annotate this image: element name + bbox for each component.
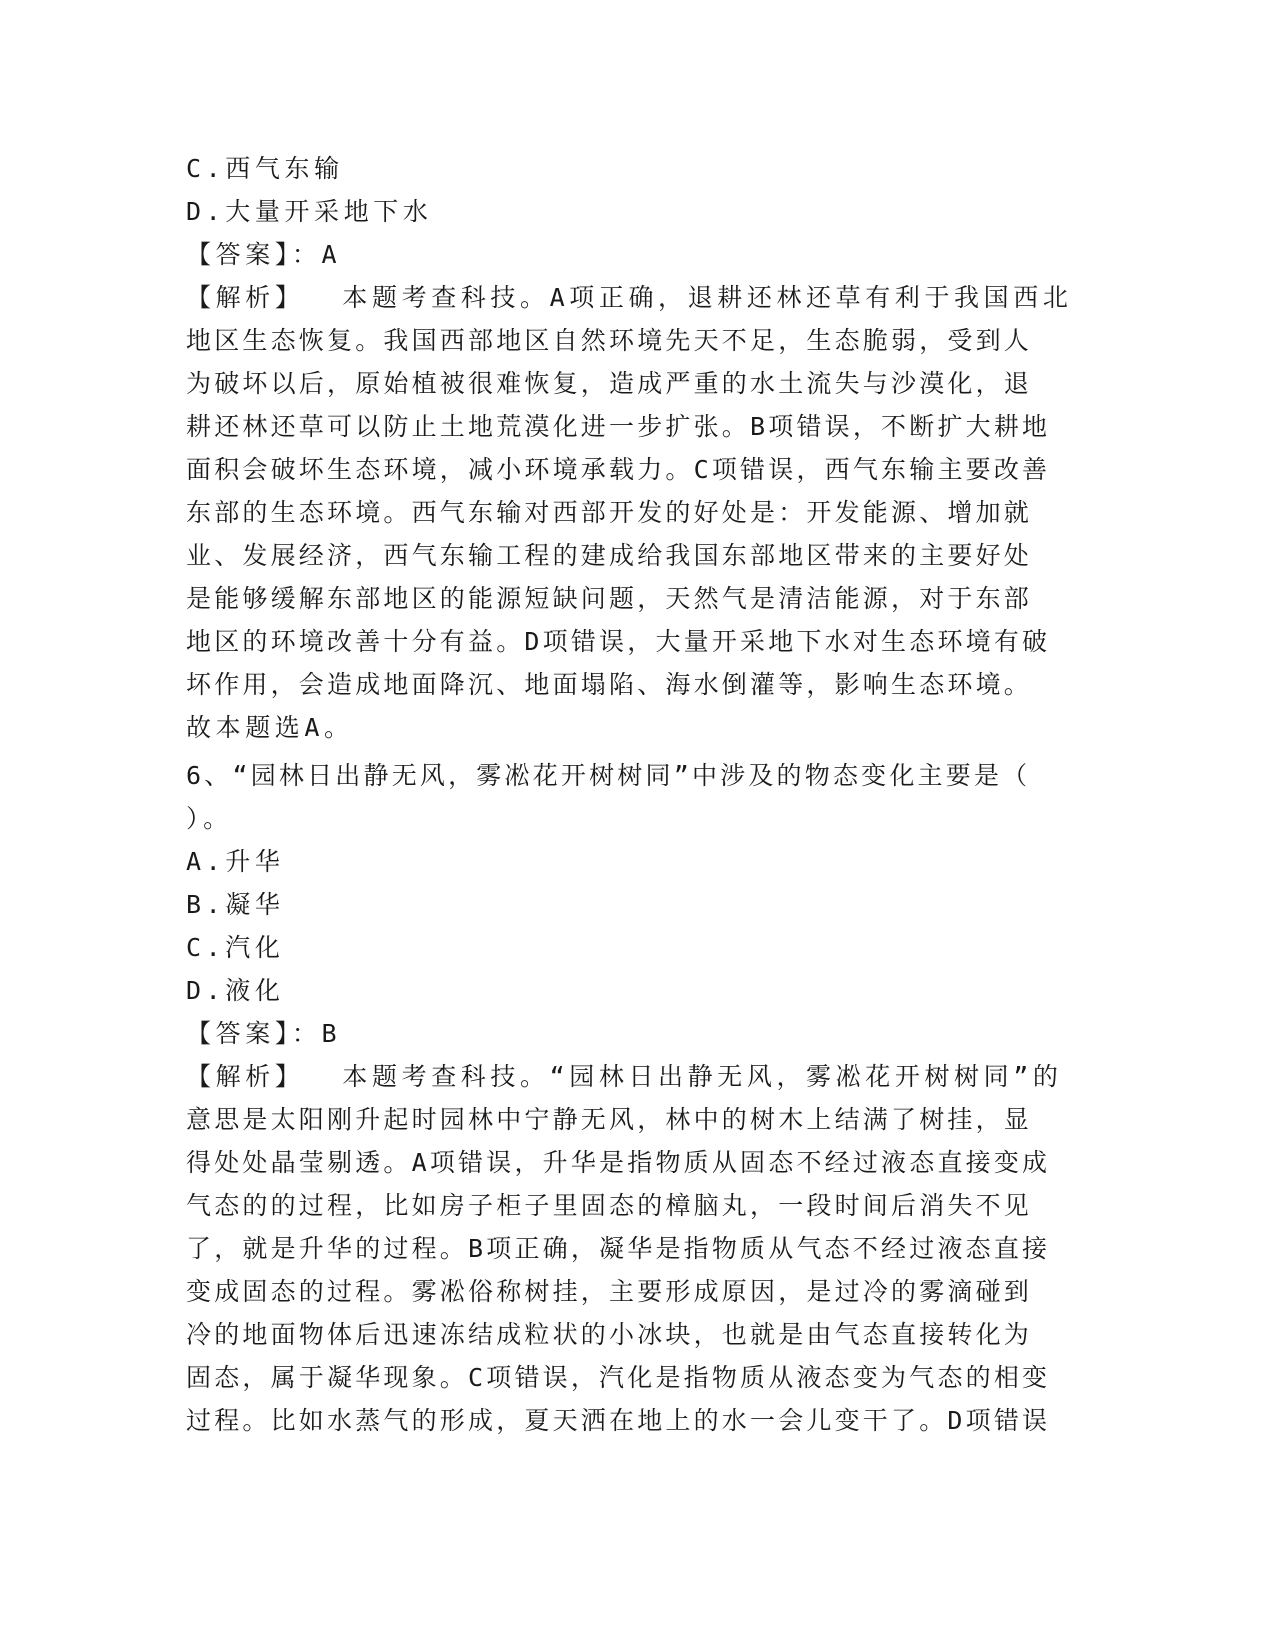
analysis-line: 变成固态的过程。雾凇俗称树挂，主要形成原因，是过冷的雾滴碰到 xyxy=(186,1277,1033,1306)
option-d: D.大量开采地下水 xyxy=(186,197,433,226)
question-text: 6、“园林日出静无风，雾凇花开树树同”中涉及的物态变化主要是（ xyxy=(186,761,1031,790)
analysis-line: 是能够缓解东部地区的能源短缺问题，天然气是清洁能源，对于东部 xyxy=(186,584,1033,613)
option-d: D.液化 xyxy=(186,976,285,1005)
analysis-line xyxy=(186,276,1086,319)
analysis-text: 本题考查科技。“园林日出静无风，雾凇花开树树同”的 xyxy=(342,1062,1063,1091)
analysis-line: 地区生态恢复。我国西部地区自然环境先天不足，生态脆弱，受到人 xyxy=(186,326,1033,355)
analysis-line: 业、发展经济，西气东输工程的建成给我国东部地区带来的主要好处 xyxy=(186,541,1033,570)
analysis-line: 固态，属于凝华现象。C项错误，汽化是指物质从液态变为气态的相变 xyxy=(186,1363,1051,1392)
analysis-label: 【解析】 xyxy=(186,1062,305,1091)
analysis-line: 故本题选A。 xyxy=(186,713,354,742)
analysis-line: 过程。比如水蒸气的形成，夏天洒在地上的水一会儿变干了。D项错误 xyxy=(186,1406,1051,1435)
analysis-line: 意思是太阳刚升起时园林中宁静无风，林中的树木上结满了树挂，显 xyxy=(186,1105,1033,1134)
analysis-line: 东部的生态环境。西气东输对西部开发的好处是：开发能源、增加就 xyxy=(186,498,1033,527)
analysis-label: 【解析】 xyxy=(186,283,305,312)
analysis-line xyxy=(186,1055,1086,1098)
analysis-line: 耕还林还草可以防止土地荒漠化进一步扩张。B项错误，不断扩大耕地 xyxy=(186,412,1051,441)
analysis-line: 地区的环境改善十分有益。D项错误，大量开采地下水对生态环境有破 xyxy=(186,627,1051,656)
analysis-line: 气态的的过程，比如房子柜子里固态的樟脑丸，一段时间后消失不见 xyxy=(186,1191,1033,1220)
answer-label: 【答案】 xyxy=(186,1019,292,1048)
analysis-line: 面积会破坏生态环境，减小环境承载力。C项错误，西气东输主要改善 xyxy=(186,455,1051,484)
analysis-line: 了，就是升华的过程。B项正确，凝华是指物质从气态不经过液态直接 xyxy=(186,1234,1051,1263)
option-c: C.汽化 xyxy=(186,933,285,962)
analysis-line: 为破坏以后，原始植被很难恢复，造成严重的水土流失与沙漠化，退 xyxy=(186,369,1033,398)
answer-value: ：B xyxy=(291,1019,342,1048)
analysis-line: 坏作用，会造成地面降沉、地面塌陷、海水倒灌等，影响生态环境。 xyxy=(186,670,1033,699)
option-c: C.西气东输 xyxy=(186,154,344,183)
question-5-tail xyxy=(186,147,1086,749)
option-a: A.升华 xyxy=(186,847,285,876)
option-b: B.凝华 xyxy=(186,890,285,919)
analysis-text: 本题考查科技。A项正确，退耕还林还草有利于我国西北 xyxy=(342,283,1073,312)
answer-line xyxy=(186,233,1086,276)
analysis-line: 冷的地面物体后迅速冻结成粒状的小冰块，也就是由气态直接转化为 xyxy=(186,1320,1033,1349)
question-6 xyxy=(186,754,1086,1442)
question-text-cont: ）。 xyxy=(186,804,233,833)
answer-value: ：A xyxy=(291,240,342,269)
answer-line xyxy=(186,1012,1086,1055)
answer-label: 【答案】 xyxy=(186,240,292,269)
analysis-line: 得处处晶莹剔透。A项错误，升华是指物质从固态不经过液态直接变成 xyxy=(186,1148,1051,1177)
